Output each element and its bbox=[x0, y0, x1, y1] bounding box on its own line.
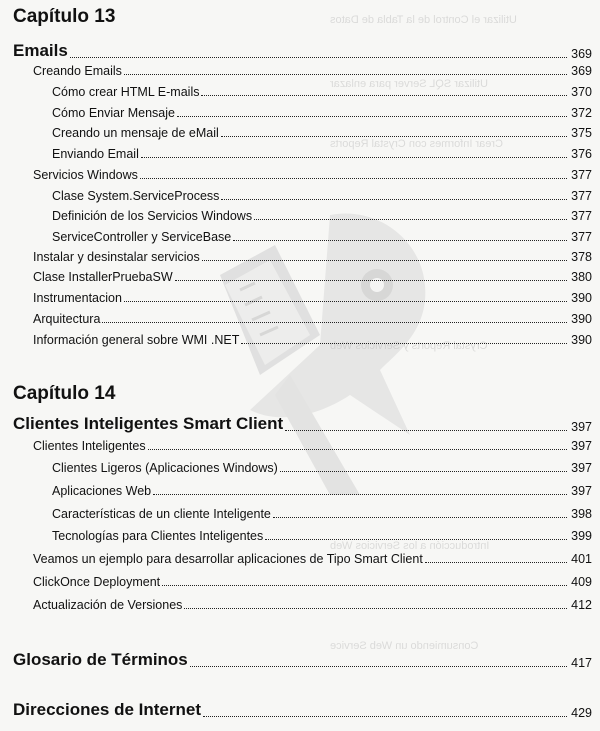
toc-entry-page: 398 bbox=[571, 507, 592, 521]
leader-dots bbox=[148, 448, 568, 450]
toc-entry-page: 390 bbox=[571, 333, 592, 347]
chapter-heading: Capítulo 13 bbox=[13, 6, 116, 27]
toc-entry-title: Creando un mensaje de eMail bbox=[52, 126, 219, 140]
toc-entry-title: Tecnologías para Clientes Inteligentes bbox=[52, 529, 264, 543]
leader-dots bbox=[141, 156, 567, 158]
toc-entry bbox=[33, 270, 592, 284]
toc-entry-page: 409 bbox=[571, 575, 592, 589]
toc-entry bbox=[33, 168, 592, 182]
toc-entry-title: Clase System.ServiceProcess bbox=[52, 189, 220, 203]
toc-entry bbox=[52, 507, 592, 521]
leader-dots bbox=[184, 607, 567, 609]
toc-entry-title: Características de un cliente Inteligente bbox=[52, 507, 271, 521]
toc-entry-page: 380 bbox=[571, 270, 592, 284]
toc-entry-title: ServiceController y ServiceBase bbox=[52, 230, 232, 244]
toc-entry-title: Creando Emails bbox=[33, 64, 122, 78]
toc-entry-title: Cómo Enviar Mensaje bbox=[52, 106, 175, 120]
leader-dots bbox=[273, 516, 567, 518]
toc-entry bbox=[33, 439, 592, 453]
toc-entry-title: Servicios Windows bbox=[33, 168, 138, 182]
leader-dots bbox=[175, 279, 567, 281]
toc-entry bbox=[52, 106, 592, 120]
toc-entry-page: 397 bbox=[571, 439, 592, 453]
toc-entry-page: 376 bbox=[571, 147, 592, 161]
toc-entry bbox=[13, 650, 592, 670]
toc-entry bbox=[52, 189, 592, 203]
toc-entry bbox=[52, 230, 592, 244]
leader-dots bbox=[70, 56, 567, 58]
toc-entry-page: 397 bbox=[571, 420, 592, 434]
leader-dots bbox=[124, 73, 567, 75]
toc-entry-page: 369 bbox=[571, 64, 592, 78]
toc-entry bbox=[52, 85, 592, 99]
toc-entry-page: 370 bbox=[571, 85, 592, 99]
toc-entry-title: Clase InstallerPruebaSW bbox=[33, 270, 173, 284]
leader-dots bbox=[140, 177, 567, 179]
toc-entry bbox=[33, 333, 592, 347]
toc-entry-page: 377 bbox=[571, 168, 592, 182]
toc-entry-title: Instrumentacion bbox=[33, 291, 122, 305]
toc-entry-title: Glosario de Términos bbox=[13, 650, 188, 669]
toc-entry-title: Enviando Email bbox=[52, 147, 139, 161]
toc-entry-title: Clientes Ligeros (Aplicaciones Windows) bbox=[52, 461, 278, 475]
leader-dots bbox=[233, 239, 567, 241]
toc-entry-page: 397 bbox=[571, 461, 592, 475]
toc-entry-page: 429 bbox=[571, 706, 592, 720]
toc-entry-title: Emails bbox=[13, 41, 68, 60]
toc-entry-title: ClickOnce Deployment bbox=[33, 575, 161, 589]
leader-dots bbox=[285, 429, 567, 431]
toc-entry-page: 401 bbox=[571, 552, 592, 566]
toc-entry-page: 372 bbox=[571, 106, 592, 120]
leader-dots bbox=[280, 470, 567, 472]
toc-entry-title: Información general sobre WMI .NET bbox=[33, 333, 240, 347]
toc-entry-title: Definición de los Servicios Windows bbox=[52, 209, 253, 223]
toc-entry-title: Aplicaciones Web bbox=[52, 484, 152, 498]
leader-dots bbox=[162, 584, 567, 586]
toc-entry-title: Cómo crear HTML E-mails bbox=[52, 85, 200, 99]
toc-entry bbox=[33, 312, 592, 326]
toc-entry bbox=[52, 147, 592, 161]
toc-entry bbox=[52, 529, 592, 543]
toc-entry bbox=[33, 575, 592, 589]
leader-dots bbox=[153, 493, 567, 495]
toc-entry-title: Arquitectura bbox=[33, 312, 101, 326]
toc-entry bbox=[13, 414, 592, 434]
toc-entry bbox=[52, 484, 592, 498]
leader-dots bbox=[190, 665, 567, 667]
toc-entry-title: Veamos un ejemplo para desarrollar aplicaciones de Tipo Smart Client bbox=[33, 552, 423, 566]
toc-entry-page: 377 bbox=[571, 230, 592, 244]
toc-entry bbox=[13, 700, 592, 720]
toc-entry-page: 369 bbox=[571, 47, 592, 61]
toc-entry-title: Clientes Inteligentes bbox=[33, 439, 146, 453]
toc-entry bbox=[52, 209, 592, 223]
toc-entry-page: 390 bbox=[571, 291, 592, 305]
toc-entry-title: Instalar y desinstalar servicios bbox=[33, 250, 200, 264]
toc-entry-title: Actualización de Versiones bbox=[33, 598, 183, 612]
toc-entry-title: Direcciones de Internet bbox=[13, 700, 202, 719]
leader-dots bbox=[425, 561, 567, 563]
toc-entry-page: 412 bbox=[571, 598, 592, 612]
leader-dots bbox=[177, 115, 567, 117]
leader-dots bbox=[221, 198, 567, 200]
toc-entry bbox=[13, 41, 592, 61]
toc-entry-title: Clientes Inteligentes Smart Client bbox=[13, 414, 284, 433]
toc-entry bbox=[52, 461, 592, 475]
toc-entry bbox=[33, 250, 592, 264]
toc-entry-page: 390 bbox=[571, 312, 592, 326]
toc-entry-page: 375 bbox=[571, 126, 592, 140]
toc-entry bbox=[52, 126, 592, 140]
toc-entry-page: 399 bbox=[571, 529, 592, 543]
toc-entry bbox=[33, 291, 592, 305]
chapter-heading: Capítulo 14 bbox=[13, 383, 116, 404]
leader-dots bbox=[254, 218, 567, 220]
toc-entry bbox=[33, 598, 592, 612]
leader-dots bbox=[202, 259, 567, 261]
leader-dots bbox=[201, 94, 567, 96]
toc-entry-page: 417 bbox=[571, 656, 592, 670]
toc-entry-page: 377 bbox=[571, 209, 592, 223]
leader-dots bbox=[265, 538, 567, 540]
toc-entry bbox=[33, 64, 592, 78]
toc-entry-page: 377 bbox=[571, 189, 592, 203]
leader-dots bbox=[203, 715, 567, 717]
leader-dots bbox=[241, 342, 567, 344]
toc-entry-page: 397 bbox=[571, 484, 592, 498]
leader-dots bbox=[221, 135, 567, 137]
leader-dots bbox=[102, 321, 567, 323]
toc-entry-page: 378 bbox=[571, 250, 592, 264]
toc-entry bbox=[33, 552, 592, 566]
leader-dots bbox=[124, 300, 567, 302]
